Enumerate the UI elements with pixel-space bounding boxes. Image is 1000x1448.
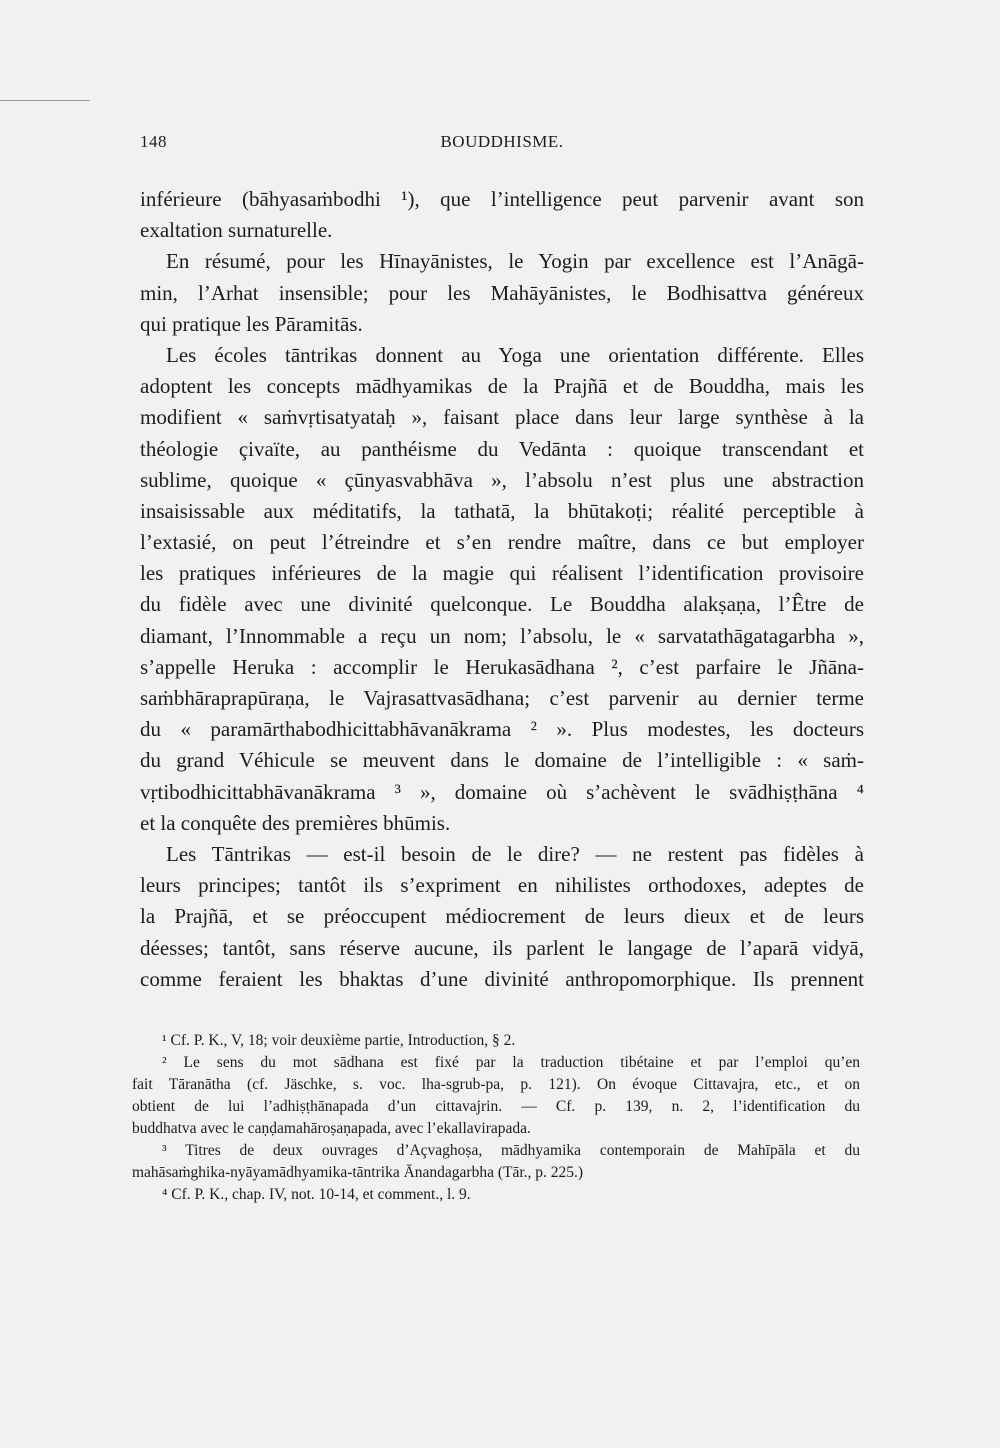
text-line: diamant, l’Innommable a reçu un nom; l’absolu, le « sarvatathāgatagarbha », — [140, 623, 864, 648]
text-line: sublime, quoique « çūnyasvabhāva », l’absolu n’est plus une abstraction — [140, 467, 864, 492]
text-line: En résumé, pour les Hīnayānistes, le Yogin par excellence est l’Anāgā- — [166, 249, 864, 274]
text-line: vṛtibodhicittabhāvanākrama ³ », domaine où s’achèvent le svādhiṣṭhāna ⁴ — [140, 779, 864, 804]
text-line: insaisissable aux méditatifs, la tathatā, la bhūtakoṭi; réalité perceptible à — [140, 498, 864, 523]
footnotes — [132, 1030, 860, 1206]
text-line: du grand Véhicule se meuvent dans le domaine de l’intelligible : « saṁ- — [140, 748, 864, 773]
scan-mark — [0, 100, 90, 101]
text-line: leurs principes; tantôt ils s’expriment en nihilistes orthodoxes, adeptes de — [140, 873, 864, 898]
text-line: Les écoles tāntrikas donnent au Yoga une orientation différente. Elles — [166, 342, 864, 367]
footnote-line: obtient de lui l’adhiṣṭhānapada d’un cittavajrin. — Cf. p. 139, n. 2, l’identification du — [132, 1098, 860, 1115]
text-line: qui pratique les Pāramitās. — [140, 311, 363, 336]
text-line: les pratiques inférieures de la magie qui réalisent l’identification provisoire — [140, 561, 864, 586]
footnote-line: ⁴ Cf. P. K., chap. IV, not. 10-14, et comment., l. 9. — [162, 1186, 471, 1203]
page-number: 148 — [140, 132, 167, 151]
text-line: l’extasié, on peut l’étreindre et s’en rendre maître, dans ce but employer — [140, 530, 864, 555]
text-line: exaltation surnaturelle. — [140, 218, 333, 243]
footnote-line: buddhatva avec le caṇḍamahāroṣaṇapada, avec l’ekallavirapada. — [132, 1120, 531, 1137]
text-line: du « paramārthabodhicittabhāvanākrama ² ». Plus modestes, les docteurs — [140, 717, 864, 742]
text-line: saṁbhāraprapūraṇa, le Vajrasattvasādhana; c’est parvenir au dernier terme — [140, 686, 864, 710]
text-line: comme feraient les bhaktas d’une divinité anthropomorphique. Ils prennent — [140, 966, 864, 991]
text-line: modifient « saṁvṛtisatyataḥ », faisant place dans leur large synthèse à la — [140, 405, 864, 430]
page-header — [140, 132, 864, 160]
running-head: BOUDDHISME. — [440, 132, 564, 151]
text-line: s’appelle Heruka : accomplir le Herukasādhana ², c’est parfaire le Jñāna- — [140, 654, 864, 679]
body-text — [140, 184, 864, 995]
footnote-line: ³ Titres de deux ouvrages d’Açvaghoṣa, mādhyamika contemporain de Mahīpāla et du — [162, 1142, 860, 1159]
text-line: du fidèle avec une divinité quelconque. Le Bouddha alakṣaṇa, l’Être de — [140, 592, 864, 617]
text-line: la Prajñā, et se préoccupent médiocrement de leurs dieux et de leurs — [140, 904, 864, 929]
text-line: min, l’Arhat insensible; pour les Mahāyānistes, le Bodhisattva généreux — [140, 280, 864, 305]
footnote-line: mahāsaṁghika-nyāyamādhyamika-tāntrika Ānandagarbha (Tār., p. 225.) — [132, 1164, 584, 1181]
text-line: déesses; tantôt, sans réserve aucune, ils parlent le langage de l’aparā vidyā, — [140, 935, 864, 960]
text-line: adoptent les concepts mādhyamikas de la Prajñā et de Bouddha, mais les — [140, 374, 864, 399]
text-line: inférieure (bāhyasaṁbodhi ¹), que l’intelligence peut parvenir avant son — [140, 187, 864, 211]
footnote-line: fait Tāranātha (cf. Jäschke, s. voc. lha-sgrub-pa, p. 121). On évoque Cittavajra, etc., et on — [132, 1076, 860, 1093]
text-line: théologie çivaïte, au panthéisme du Vedānta : quoique transcendant et — [140, 436, 864, 461]
text-line: et la conquête des premières bhūmis. — [140, 810, 451, 835]
footnote-line: ¹ Cf. P. K., V, 18; voir deuxième partie, Introduction, § 2. — [162, 1032, 516, 1049]
text-line: Les Tāntrikas — est-il besoin de le dire? — ne restent pas fidèles à — [166, 841, 864, 866]
footnote-line: ² Le sens du mot sādhana est fixé par la traduction tibétaine et par l’emploi qu’en — [162, 1054, 860, 1071]
